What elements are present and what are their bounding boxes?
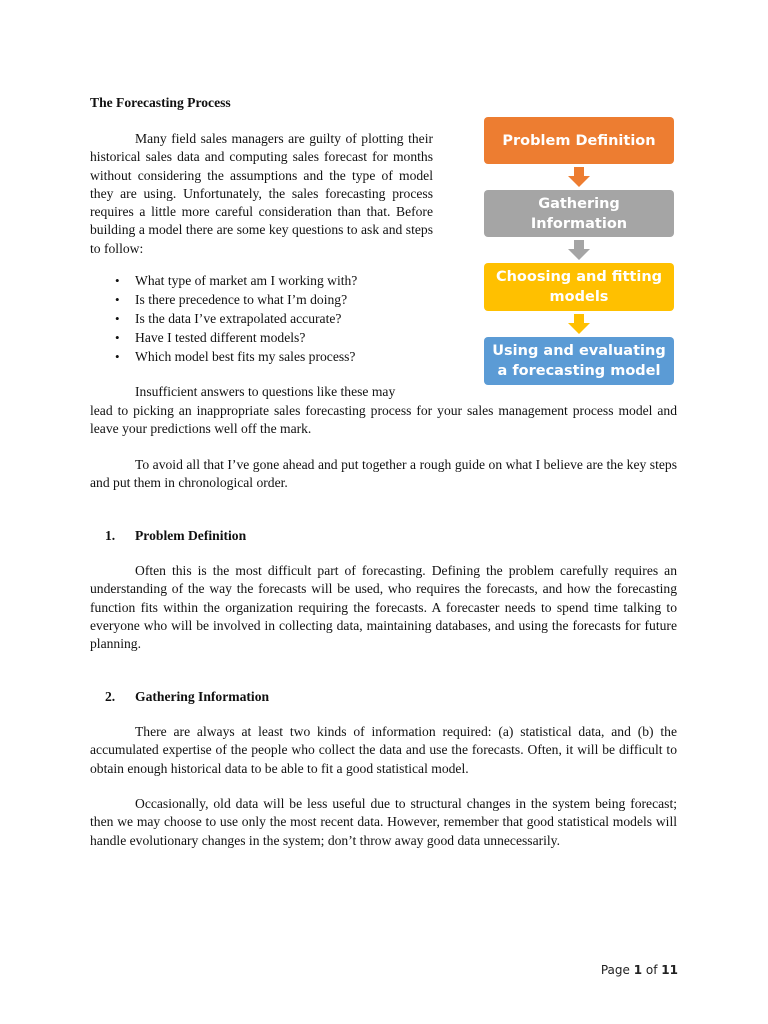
list-item: • Have I tested different models?	[90, 329, 440, 348]
question-list	[90, 272, 440, 366]
section-2-body-2: Occasionally, old data will be less useful due to structural changes in the system being forecast; then we may choose to use only the most recent data. However, remember that good statistical models will handle evolutionary changes in the system; don’t throw away good data unnecessarily.	[90, 796, 677, 848]
footer-of-label: of	[645, 963, 658, 977]
page-footer	[601, 961, 678, 979]
process-flowchart	[484, 117, 674, 385]
flow-step-problem-definition: Problem Definition	[484, 117, 674, 164]
avoid-paragraph: To avoid all that I’ve gone ahead and put together a rough guide on what I believe are the key steps and put them in chronological order.	[90, 457, 677, 491]
list-item: • Which model best fits my sales process?	[90, 348, 440, 367]
section-1-number: 1.	[105, 528, 116, 543]
section-1-title: Problem Definition	[135, 528, 247, 543]
intro-paragraph: Many field sales managers are guilty of plotting their historical sales data and computing sales forecast for months without considering the assumptions and the type of model they are using. Unfortunately, the sales forecasting process requires a little more careful consideration than that. Before building a model there are some key questions to ask and steps to follow:	[90, 131, 433, 256]
list-item: • Is the data I’ve extrapolated accurate?	[90, 310, 440, 329]
insufficient-paragraph-rest: lead to picking an inappropriate sales forecasting process for your sales management process model and leave your predictions well off the mark.	[90, 403, 677, 437]
flow-step-gathering-information: Gathering Information	[484, 190, 674, 237]
flow-arrow-1-icon	[568, 167, 590, 187]
section-2-number: 2.	[105, 689, 116, 704]
footer-page-number: 1	[633, 963, 643, 977]
flow-step-using-evaluating: Using and evaluating a forecasting model	[484, 337, 674, 385]
footer-page-label: Page	[600, 963, 630, 977]
flow-arrow-2-icon	[568, 240, 590, 260]
section-2-title: Gathering Information	[135, 689, 270, 704]
footer-total-pages: 11	[661, 963, 678, 977]
document-title: The Forecasting Process	[90, 95, 231, 110]
list-item: • What type of market am I working with?	[90, 272, 440, 291]
list-item: • Is there precedence to what I’m doing?	[90, 291, 440, 310]
section-1-heading	[105, 527, 247, 545]
section-1-body: Often this is the most difficult part of forecasting. Defining the problem carefully requires an understanding of the way the forecasts will be used, who requires the forecasts, and how the forecasting function fits within the organization requiring the forecasts. A forecaster needs to spend time talking to everyone who will be involved in collecting data, maintaining databases, and using the forecasts for future planning.	[90, 563, 677, 652]
section-2-heading	[105, 688, 270, 706]
insufficient-paragraph-start: Insufficient answers to questions like these may	[135, 384, 396, 399]
section-2-body-1: There are always at least two kinds of information required: (a) statistical data, and (b) the accumulated expertise of the people who collect the data and use the forecasts. Often, it will be difficult to obtain enough historical data to be able to fit a good statistical model.	[90, 724, 677, 776]
flow-step-choosing-models: Choosing and fitting models	[484, 263, 674, 311]
flow-arrow-3-icon	[568, 314, 590, 334]
